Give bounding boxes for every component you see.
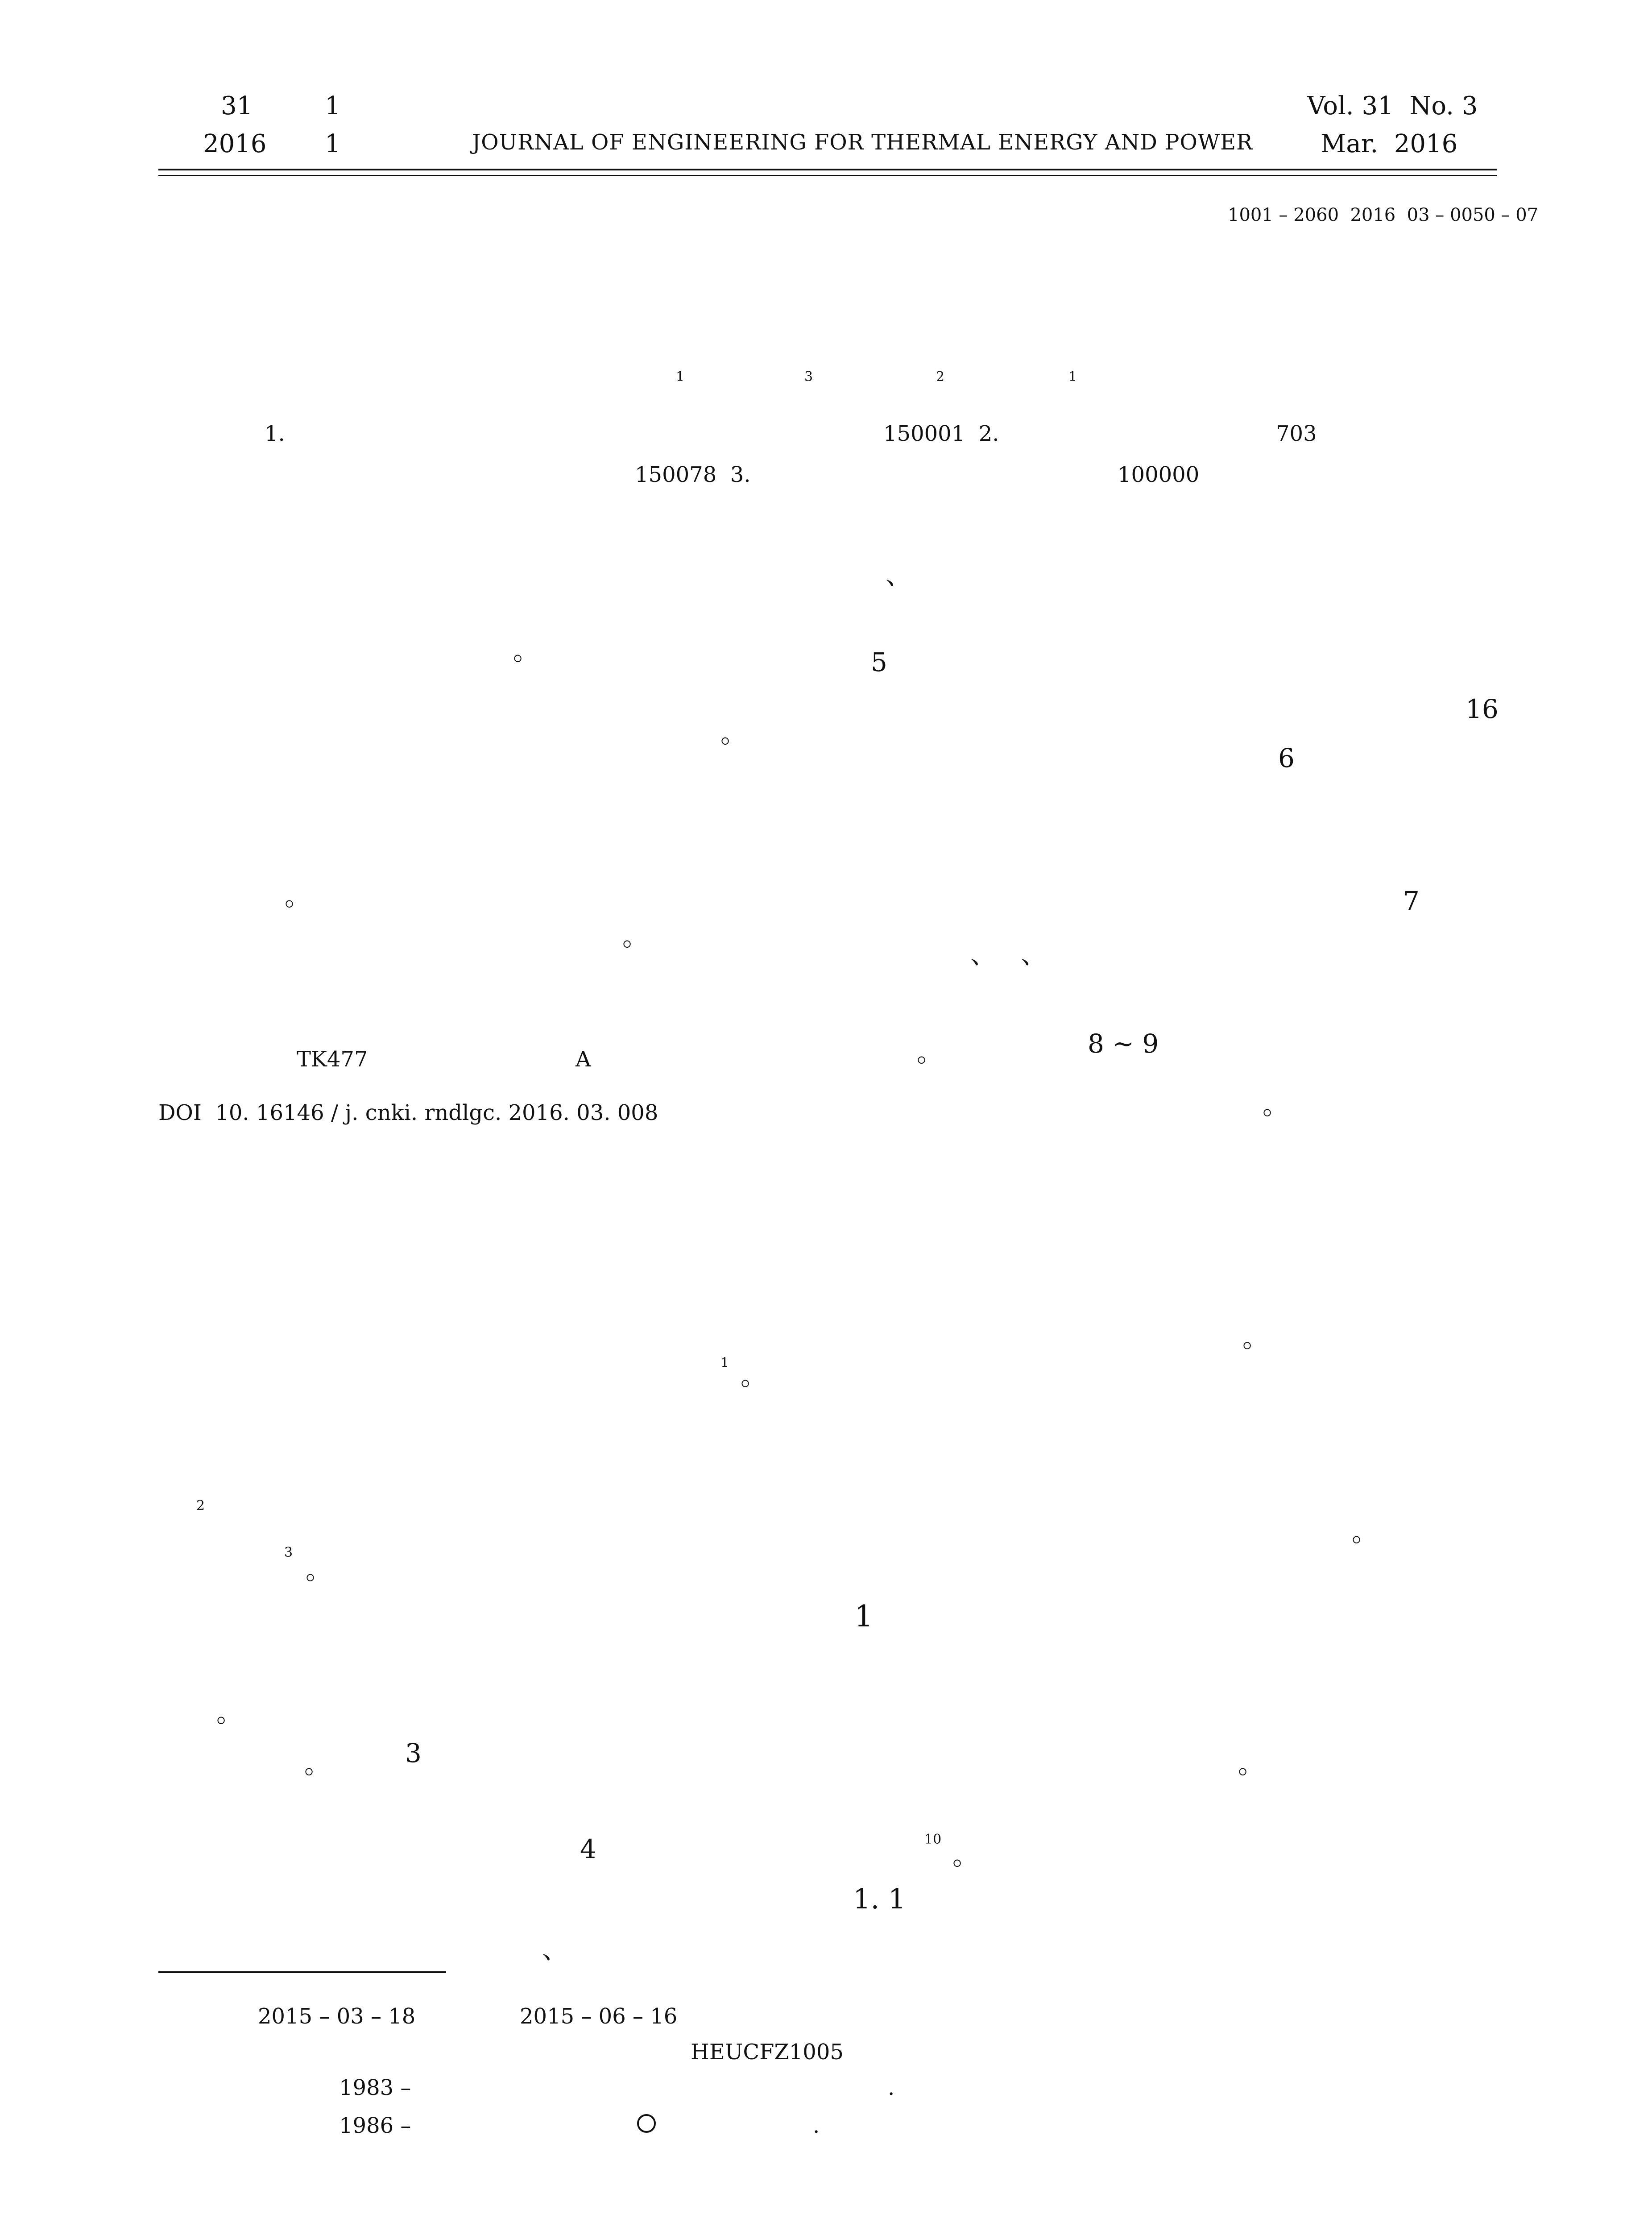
affiliation-2-zip: 150078 3. <box>635 462 751 487</box>
body-period: 。 <box>306 1555 332 1585</box>
author-superscript: 3 <box>804 369 813 385</box>
author1-birth-year: 1983 – <box>339 2075 411 2100</box>
header-volume-en: Vol. 31 No. 3 <box>1307 91 1478 120</box>
author-superscript: 2 <box>936 369 945 385</box>
body-number-4: 4 <box>580 1834 596 1864</box>
body-ref-10: 10 <box>924 1832 942 1847</box>
abstract-number-6: 6 <box>1278 743 1295 773</box>
author1-end-mark: . <box>888 2075 895 2100</box>
body-number-3: 3 <box>405 1738 422 1768</box>
received-date: 2015 – 03 – 18 <box>258 2004 416 2029</box>
body-period: 。 <box>1238 1749 1264 1779</box>
doi: DOI 10. 16146 / j. cnki. rndlgc. 2016. 03. 008 <box>158 1100 658 1125</box>
abstract-period: 。 <box>1263 1090 1289 1120</box>
abstract-ref-8-9: 8 ~ 9 <box>1088 1028 1159 1059</box>
abstract-period: 。 <box>513 636 539 666</box>
affiliation-3-zip: 100000 <box>1118 462 1200 487</box>
article-number: 1001 – 2060 2016 03 – 0050 – 07 <box>1228 205 1539 225</box>
body-comma: 、 <box>542 1934 568 1965</box>
circle-symbol <box>637 2114 656 2133</box>
author-superscript: 1 <box>676 369 685 385</box>
author2-birth-year: 1986 – <box>339 2113 411 2138</box>
author-superscript: 1 <box>1068 369 1077 385</box>
header-date-en: Mar. 2016 <box>1321 129 1458 158</box>
footnote-rule <box>158 1971 446 1973</box>
revised-date: 2015 – 06 – 16 <box>520 2004 678 2029</box>
body-period: 。 <box>304 1749 331 1779</box>
abstract-period: 。 <box>285 881 311 912</box>
body-period: 。 <box>1352 1517 1378 1547</box>
abstract-comma: 、 <box>886 560 912 590</box>
author2-end-mark: . <box>813 2113 820 2138</box>
body-ref-3: 3 <box>284 1545 293 1560</box>
header-rule-bottom <box>158 175 1497 176</box>
abstract-number-5: 5 <box>871 647 887 677</box>
body-period: 。 <box>1242 1323 1269 1353</box>
abstract-number-7: 7 <box>1403 886 1420 916</box>
header-year: 2016 <box>203 129 267 158</box>
journal-title: JOURNAL OF ENGINEERING FOR THERMAL ENERGY AND POWER <box>472 130 1253 155</box>
affiliation-1-zip: 150001 2. <box>883 421 999 446</box>
body-period: 。 <box>952 1841 979 1871</box>
header-volume: 31 <box>221 91 253 120</box>
abstract-period: 。 <box>917 1037 943 1068</box>
abstract-period: 。 <box>720 718 747 749</box>
body-ref-2: 2 <box>196 1498 205 1514</box>
fund-number: HEUCFZ1005 <box>691 2040 844 2065</box>
affiliation-2-institute: 703 <box>1276 421 1317 446</box>
header-month: 1 <box>325 129 341 158</box>
section-heading-1: 1 <box>854 1599 873 1634</box>
header-rule-top <box>158 169 1497 170</box>
abstract-number-16: 16 <box>1466 694 1499 724</box>
document-code: A <box>576 1047 591 1072</box>
abstract-period: 。 <box>622 921 649 952</box>
body-period: 。 <box>216 1698 243 1728</box>
abstract-comma-pair: 、 、 <box>970 939 1047 970</box>
body-ref-1: 1 <box>720 1355 729 1371</box>
affiliation-1-number: 1. <box>265 421 285 446</box>
body-period: 。 <box>741 1361 767 1391</box>
section-heading-1-1: 1. 1 <box>853 1883 906 1915</box>
clc-number: TK477 <box>297 1047 368 1072</box>
header-issue: 1 <box>325 91 341 120</box>
